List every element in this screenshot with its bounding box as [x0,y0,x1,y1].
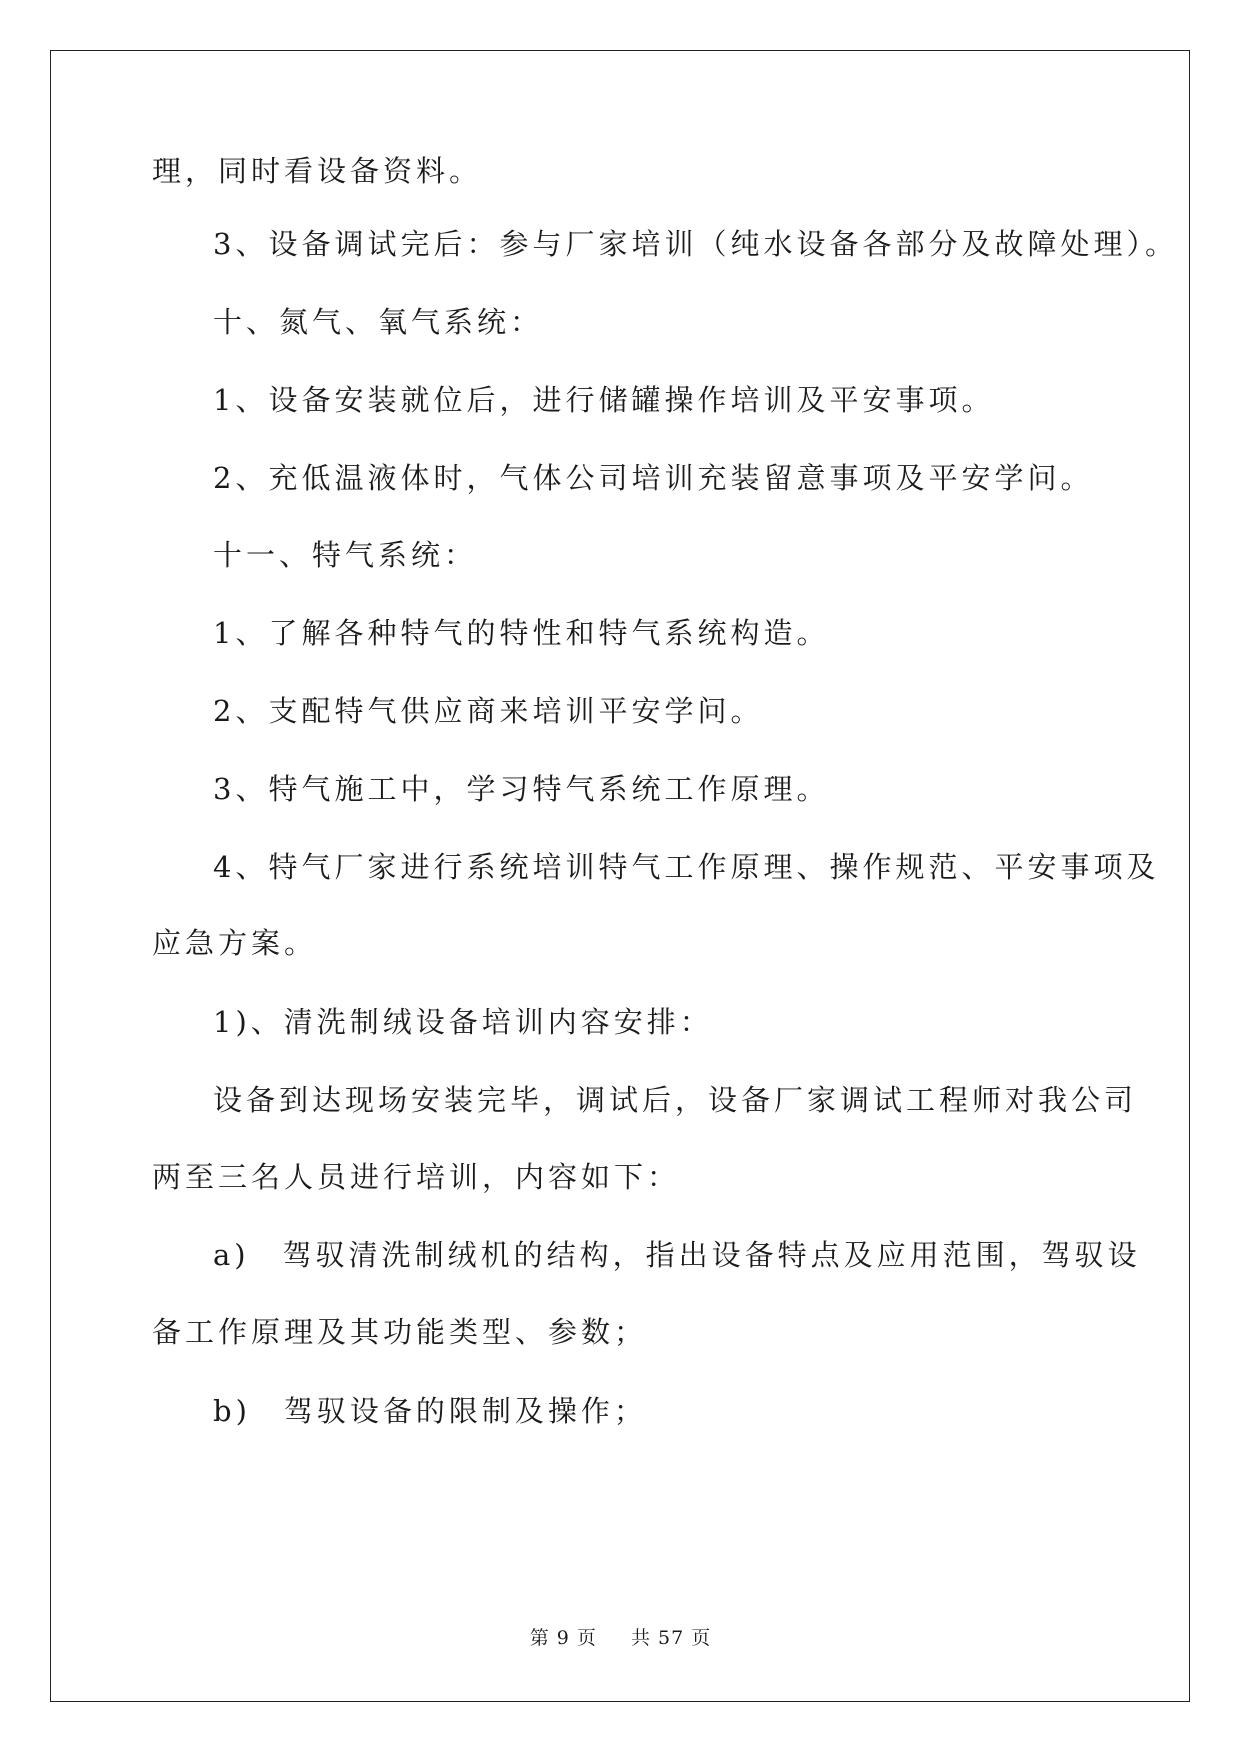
paragraph-line: 3、设备调试完后：参与厂家培训（纯水设备各部分及故障处理）。 [213,227,1178,261]
list-item-line: 备工作原理及其功能类型、参数； [152,1315,648,1349]
page-total: 共 57 页 [631,1627,712,1649]
paragraph-line: 2、充低温液体时，气体公司培训充装留意事项及平安学问。 [213,461,1094,495]
paragraph-line: 理，同时看设备资料。 [152,154,483,188]
section-heading: 1)、清洗制绒设备培训内容安排： [213,1005,713,1039]
paragraph-line: 设备到达现场安装完毕，调试后，设备厂家调试工程师对我公司 [213,1083,1138,1117]
list-item-line: b) 驾驭设备的限制及操作； [213,1394,647,1428]
section-heading: 十一、特气系统： [213,538,478,572]
paragraph-line: 2、支配特气供应商来培训平安学问。 [213,694,764,728]
paragraph-line: 两至三名人员进行培训，内容如下： [152,1160,681,1194]
paragraph-line: 3、特气施工中，学习特气系统工作原理。 [213,772,830,806]
section-heading: 十、氮气、氧气系统： [213,305,544,339]
paragraph-line: 1、设备安装就位后，进行储罐操作培训及平安事项。 [213,383,995,417]
paragraph-line: 4、特气厂家进行系统培训特气工作原理、操作规范、平安事项及 [213,850,1160,884]
paragraph-line: 应急方案。 [152,926,318,960]
list-item-line: a) 驾驭清洗制绒机的结构，指出设备特点及应用范围，驾驭设 [213,1238,1141,1272]
paragraph-line: 1、了解各种特气的特性和特气系统构造。 [213,616,830,650]
page-footer [0,1626,1241,1650]
page-number: 第 9 页 [529,1627,597,1649]
